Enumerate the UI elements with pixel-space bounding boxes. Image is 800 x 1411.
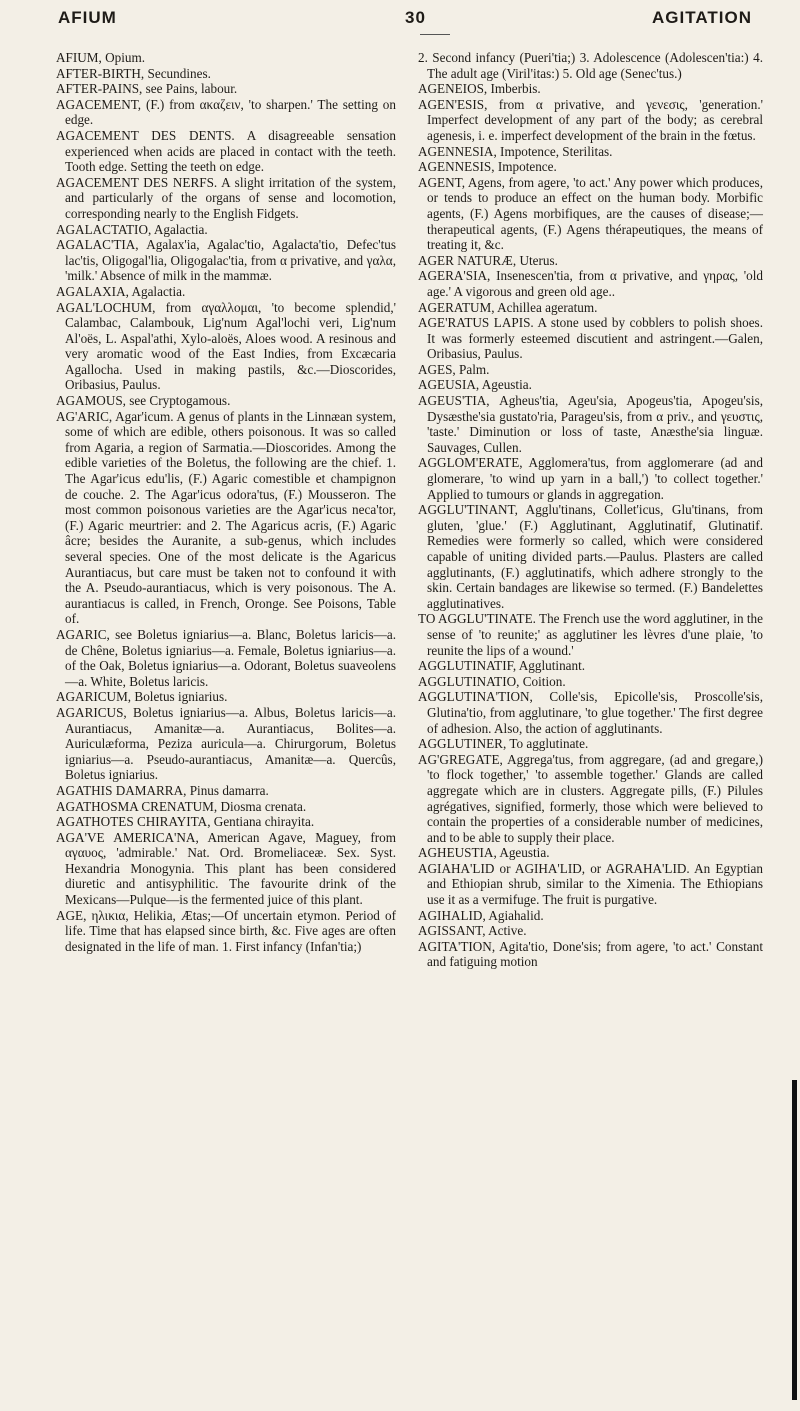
dictionary-entry: AGHEUSTIA, Ageustia. — [418, 845, 550, 861]
header-left-guideword: AFIUM — [58, 8, 117, 27]
dictionary-entry: AGES, Palm. — [418, 361, 490, 377]
dictionary-entry: AGEUS'TIA, Agheus'tia, Ageu'sia, Apogeus'tia, Apogeu'sis, Dysæsthe'sia gustato'ria, Parageu'sis, from α priv., and γευστις, 'taste.' Diminution or loss of taste, Anæsthe'sia linguæ. Sauvages, Cullen. — [418, 393, 763, 455]
dictionary-entry: AGEN'ESIS, from α privative, and γενεσις, 'generation.' Imperfect development of any part of the body; as cerebral agenesis, i. e. imperfect development of the brain in the fœtus. — [418, 96, 763, 143]
header-ornament-rule — [420, 34, 450, 35]
page-number: 30 — [405, 8, 426, 27]
dictionary-entry: AGAMOUS, see Cryptogamous. — [56, 393, 231, 409]
dictionary-entry: AGARICUM, Boletus igniarius. — [56, 689, 228, 705]
dictionary-entry: AGGLU'TINANT, Agglu'tinans, Collet'icus, Glu'tinans, from gluten, 'glue.' (F.) Agglutinant, Agglutinatif, Glutinatif. Remedies were formerly so called, which were considered capable of uniting divided parts.—Paulus. Plasters are called agglutinants, (F.) agglutinatifs, which adhere strongly to the skin. Certain bandages are likewise so termed. (F.) Bandelettes agglutinatives. — [418, 502, 763, 611]
dictionary-entry: AGACEMENT DES NERFS. A slight irritation of the system, and particularly of the organs of sense and locomotion, corresponding nearly to the English Fidgets. — [56, 174, 396, 221]
dictionary-entry: AGACEMENT, (F.) from ακαζειν, 'to sharpen.' The setting on edge. — [56, 96, 396, 128]
dictionary-entry: AGA'VE AMERICA'NA, American Agave, Maguey, from αγαυος, 'admirable.' Nat. Ord. Bromeliaceæ. Sex. Syst. Hexandria Monogynia. This plant has been considered diuretic and antisyphilitic. The favourite drink of the Mexicans—Pulque—is the fermented juice of this plant. — [56, 829, 396, 908]
dictionary-entry: AGENNESIA, Impotence, Sterilitas. — [418, 143, 613, 159]
dictionary-entry: AGALAC'TIA, Agalax'ia, Agalac'tio, Agalacta'tio, Defec'tus lac'tis, Oligogal'lia, Oligogalac'tia, from α privative, and γαλα, 'milk.' Absence of milk in the mammæ. — [56, 237, 396, 284]
dictionary-entry: AGENT, Agens, from agere, 'to act.' Any power which produces, or tends to produce an effect on the human body. Morbific agents, (F.) Agens morbifiques, are the causes of disease;—therapeutical agents, (F.) Agens thérapeutiques, the means of treating it, &c. — [418, 174, 763, 253]
dictionary-entry: AGGLUTINER, To agglutinate. — [418, 736, 589, 752]
dictionary-entry: AGIHALID, Agiahalid. — [418, 907, 544, 923]
dictionary-entry: AG'ARIC, Agar'icum. A genus of plants in the Linnæan system, some of which are edible, others poisonous. It was so called from Agaria, a region of Sarmatia.—Dioscorides. Among the edible varieties of the Boletus, the following are the chief. 1. The Agar'icus edu'lis, (F.) Agaric comestible et champignon de couche. 2. The Agar'icus odora'tus, (F.) Mousseron. The most common poisonous varieties are the Agar'icus neca'tor, (F.) Agaric meurtrier: and 2. The Agaricus acris, (F.) Agaric âcre; besides the Auranite, a sub-genus, which includes several species. One of the most delicate is the Agaricus Aurantiacus, but care must be taken not to confound it with the A. Pseudo-aurantiacus, which is very poisonous. The A. aurantiacus is called, in French, Oronge. See Poisons, Table of. — [56, 408, 396, 627]
left-column — [56, 50, 396, 954]
dictionary-entry: AGIAHA'LID or AGIHA'LID, or AGRAHA'LID. An Egyptian and Ethiopian shrub, similar to the Ximenia. The Ethiopians use it as a vermifuge. The fruit is purgative. — [418, 860, 763, 908]
dictionary-entry: AGITA'TION, Agita'tio, Done'sis; from agere, 'to act.' Constant and fatiguing motion — [418, 938, 763, 970]
dictionary-entry: AGATHOTES CHIRAYITA, Gentiana chirayita. — [56, 814, 315, 830]
dictionary-entry: AGGLOM'ERATE, Agglomera'tus, from agglomerare (ad and glomerare, 'to wind up yarn in a ball,') 'to collect together.' Applied to tumours or glands in aggregation. — [418, 455, 763, 502]
dictionary-entry: AFIUM, Opium. — [56, 50, 146, 65]
header-right-guideword: AGITATION — [652, 8, 752, 27]
dictionary-entry: AFTER-PAINS, see Pains, labour. — [56, 81, 238, 97]
dictionary-entry: AGENNESIS, Impotence. — [418, 159, 557, 175]
dictionary-entry: AGAL'LOCHUM, from αγαλλομαι, 'to become splendid,' Calambac, Calambouk, Lig'num Agal'lochi veri, Lig'num Al'oës, L. Aspal'athi, Xylo-aloës, Aloes wood. A resinous and very aromatic wood of the East Indies, from Excæcaria Agallocha. Used in making pastils, &c.—Dioscorides, Oribasius, Paulus. — [56, 299, 396, 393]
dictionary-entry: 2. Second infancy (Pueri'tia;) 3. Adolescence (Adolescen'tia:) 4. The adult age (Viril'itas:) 5. Old age (Senec'tus.) — [418, 50, 763, 81]
dictionary-entry: AGERATUM, Achillea ageratum. — [418, 299, 598, 315]
dictionary-entry: AG'GREGATE, Aggrega'tus, from aggregare, (ad and gregare,) 'to flock together,' 'to assemble together.' Glands are called aggregate which are in clusters. Aggregate pills, (F.) Pilules agrégatives, signified, formerly, those which were believed to contain the properties of a considerable number of medicines, and to be able to supply their place. — [418, 751, 763, 845]
dictionary-entry: AGGLUTINATIO, Coition. — [418, 673, 566, 689]
dictionary-entry: AGER NATURÆ, Uterus. — [418, 252, 558, 268]
dictionary-entry: AGE'RATUS LAPIS. A stone used by cobblers to polish shoes. It was formerly esteemed discutient and astringent.—Galen, Oribasius, Paulus. — [418, 315, 763, 362]
dictionary-entry: AGGLUTINA'TION, Colle'sis, Epicolle'sis, Proscolle'sis, Glutina'tio, from agglutinare, 'to glue together.' The first degree of adhesion. Also, the action of agglutinants. — [418, 689, 763, 736]
dictionary-entry: AGALACTATIO, Agalactia. — [56, 221, 208, 237]
dictionary-entry: AGE, ηλικια, Helikia, Ætas;—Of uncertain etymon. Period of life. Time that has elapsed since birth, &c. Five ages are often designated in the life of man. 1. First infancy (Infan'tia;) — [56, 907, 396, 954]
dictionary-entry: AGALAXIA, Agalactia. — [56, 283, 186, 299]
running-header — [40, 8, 752, 34]
page-edge-shadow — [792, 1080, 797, 1400]
dictionary-entry: AGERA'SIA, Insenescen'tia, from α privative, and γηρας, 'old age.' A vigorous and green old age.. — [418, 268, 763, 299]
dictionary-entry: AGGLUTINATIF, Agglutinant. — [418, 658, 586, 674]
right-column — [418, 50, 763, 970]
dictionary-entry: AGEUSIA, Ageustia. — [418, 377, 532, 393]
dictionary-entry: AGARICUS, Boletus igniarius—a. Albus, Boletus laricis—a. Aurantiacus, Amanitæ—a. Aurantiacus, Bolites—a. Auriculæforma, Peziza auricula—a. Chirurgorum, Boletus igniarius—a. Pseudo-aurantiacus, Amanitæ—a. Quercûs, Boletus igniarius. — [56, 704, 396, 783]
dictionary-entry: AGARIC, see Boletus igniarius—a. Blanc, Boletus laricis—a. de Chêne, Boletus igniarius—a. Female, Boletus igniarius—a. of the Oak, Boletus igniarius—a. Odorant, Boletus suaveolens—a. White, Boletus laricis. — [56, 626, 396, 689]
dictionary-entry: AGACEMENT DES DENTS. A disagreeable sensation experienced when acids are placed in contact with the teeth. Tooth edge. Setting the teeth on edge. — [56, 127, 396, 175]
dictionary-entry: AFTER-BIRTH, Secundines. — [56, 65, 211, 81]
dictionary-entry: TO AGGLU'TINATE. The French use the word agglutiner, in the sense of 'to reunite;' as agglutiner les lèvres d'une plaie, 'to reunite the lips of a wound.' — [418, 611, 763, 658]
dictionary-entry: AGISSANT, Active. — [418, 923, 527, 939]
dictionary-entry: AGATHOSMA CRENATUM, Diosma crenata. — [56, 798, 307, 814]
dictionary-entry: AGATHIS DAMARRA, Pinus damarra. — [56, 782, 269, 798]
dictionary-entry: AGENEIOS, Imberbis. — [418, 81, 541, 97]
